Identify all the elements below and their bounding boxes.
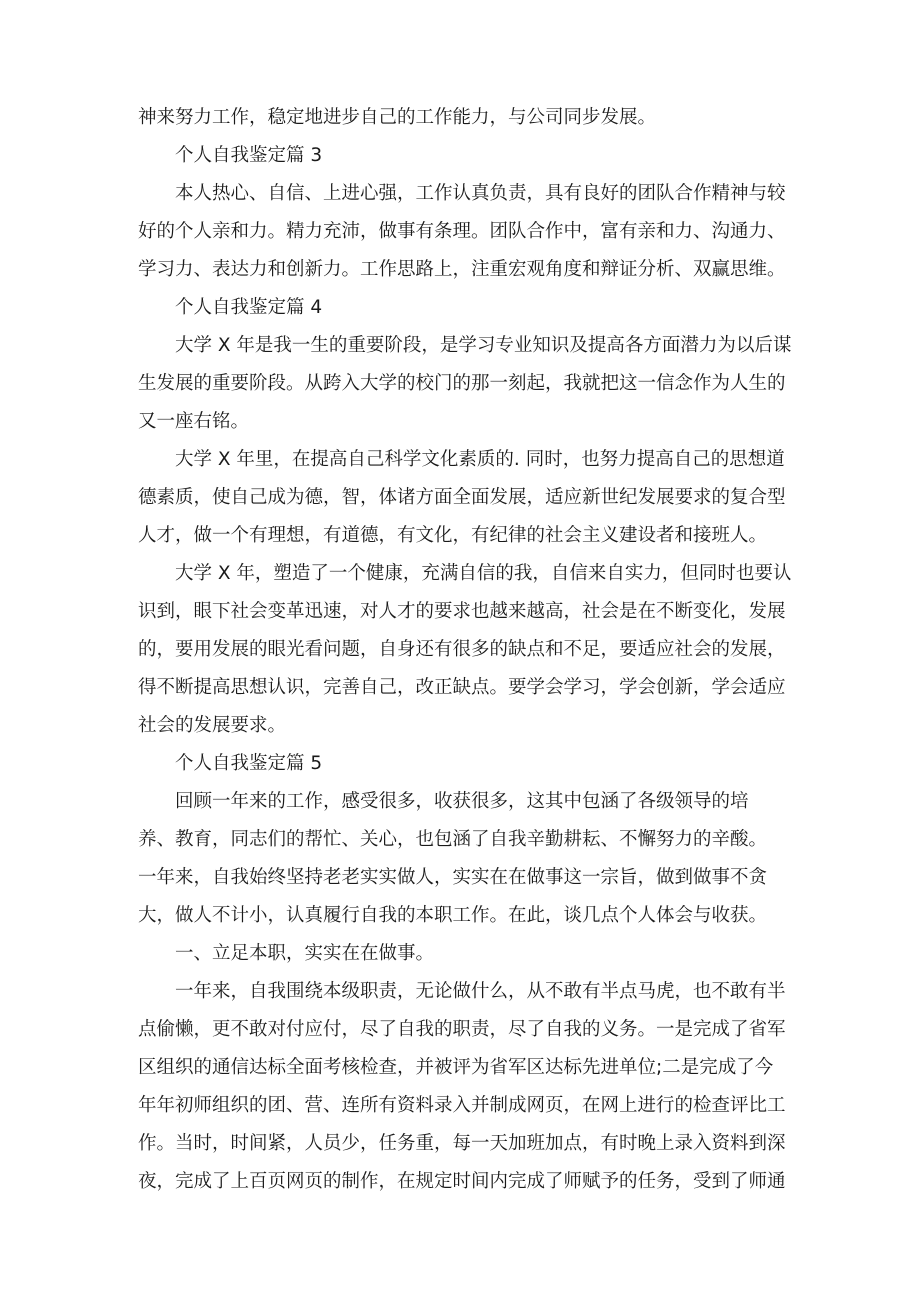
body-line: 作。当时，时间紧，人员少，任务重，每一天加班加点，有时晚上录入资料到深 [138, 1133, 786, 1154]
body-line: 大，做人不计小，认真履行自我的本职工作。在此，谈几点个人体会与收获。 [138, 905, 768, 926]
body-line: 又一座右铭。 [138, 411, 250, 432]
section-heading: 个人自我鉴定篇 4 [175, 297, 323, 318]
body-line: 学习力、表达力和创新力。工作思路上，注重宏观角度和辩证分析、双赢思维。 [138, 259, 786, 280]
body-line: 社会的发展要求。 [138, 715, 287, 736]
body-line: 本人热心、自信、上进心强，工作认真负责，具有良好的团队合作精神与较 [175, 183, 786, 204]
body-line: 的，要用发展的眼光看问题，自身还有很多的缺点和不足，要适应社会的发展， [138, 639, 786, 660]
section-heading: 个人自我鉴定篇 3 [175, 145, 323, 166]
body-line: 区组织的通信达标全面考核检查，并被评为省军区达标先进单位;二是完成了今 [138, 1057, 774, 1078]
body-line: 大学 X 年，塑造了一个健康，充满自信的我，自信来自实力，但同时也要认 [175, 563, 792, 584]
body-line: 好的个人亲和力。精力充沛，做事有条理。团队合作中，富有亲和力、沟通力、 [138, 221, 786, 242]
body-line: 德素质，使自己成为德，智，体诸方面全面发展，适应新世纪发展要求的复合型 [138, 487, 786, 508]
body-line: 生发展的重要阶段。从跨入大学的校门的那一刻起，我就把这一信念作为人生的 [138, 373, 786, 394]
section-heading: 个人自我鉴定篇 5 [175, 753, 323, 774]
subsection-heading: 一、立足本职，实实在在做事。 [175, 943, 435, 964]
body-line: 大学 X 年里，在提高自己科学文化素质的. 同时，也努力提高自己的思想道 [175, 449, 785, 470]
body-line: 识到，眼下社会变革迅速，对人才的要求也越来越高，社会是在不断变化，发展 [138, 601, 786, 622]
body-line: 大学 X 年是我一生的重要阶段，是学习专业知识及提高各方面潜力为以后谋 [175, 335, 792, 356]
body-line: 年年初师组织的团、营、连所有资料录入并制成网页，在网上进行的检查评比工 [138, 1095, 786, 1116]
body-line: 点偷懒，更不敢对付应付，尽了自我的职责，尽了自我的义务。一是完成了省军 [138, 1019, 786, 1040]
body-line: 人才，做一个有理想，有道德，有文化，有纪律的社会主义建设者和接班人。 [138, 525, 768, 546]
body-line: 得不断提高思想认识，完善自己，改正缺点。要学会学习，学会创新，学会适应 [138, 677, 786, 698]
body-line: 养、教育，同志们的帮忙、关心，也包涵了自我辛勤耕耘、不懈努力的辛酸。 [138, 829, 768, 850]
body-line: 一年来，自我围绕本级职责，无论做什么，从不敢有半点马虎，也不敢有半 [175, 981, 786, 1002]
body-line: 回顾一年来的工作，感受很多，收获很多，这其中包涵了各级领导的培 [175, 791, 749, 812]
body-line: 夜，完成了上百页网页的制作，在规定时间内完成了师赋予的任务，受到了师通 [138, 1171, 786, 1192]
body-line: 神来努力工作，稳定地进步自己的工作能力，与公司同步发展。 [138, 107, 657, 128]
body-line: 一年来，自我始终坚持老老实实做人，实实在在做事这一宗旨，做到做事不贪 [138, 867, 768, 888]
